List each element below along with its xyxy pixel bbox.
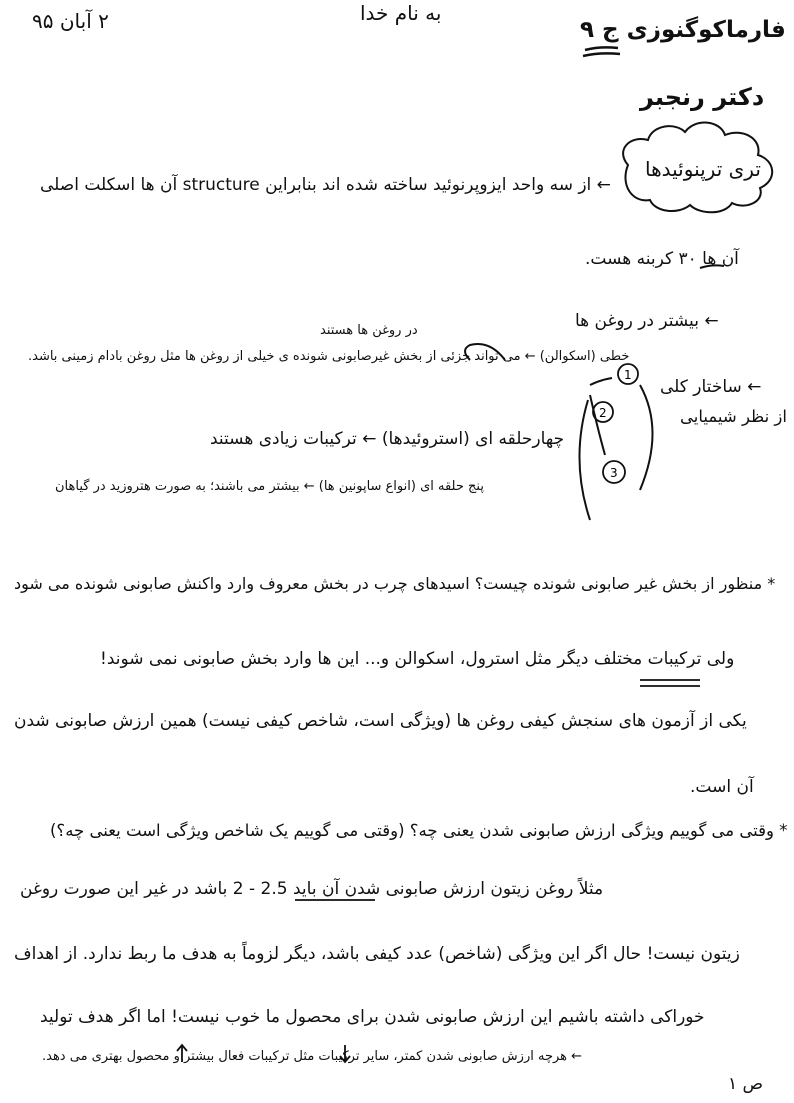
paragraph-1: * منظور از بخش غیر صابونی شونده چیست؟ اسیدهای چرب در بخش معروف وارد واکنش صابونی شونده می شود	[14, 574, 776, 593]
lecturer-name: دکتر رنجبر	[640, 83, 765, 111]
page-number: ص ۱	[728, 1074, 764, 1094]
line-1: ← از سه واحد ایزوپرنوئید ساخته شده اند بنابراین structure آن ها اسکلت اصلی	[40, 175, 611, 195]
paragraph-1b: ولی ترکیبات مختلف دیگر مثل استرول، اسکوالن و... این ها وارد بخش صابونی نمی شوند!	[100, 649, 735, 669]
branch-arrow-1	[590, 378, 612, 385]
branch-1: خطی (اسکوالن) ← می تواند جزئی از بخش غیرصابونی شونده ی خیلی از روغن ها مثل روغن بادام زمینی باشد.	[28, 349, 630, 364]
paragraph-3: * وقتی می گوییم ویژگی ارزش صابونی شدن یعنی چه؟ (وقتی می گوییم یک شاخص ویژگی است یعنی چه؟)	[50, 821, 788, 840]
branch-3: پنج حلقه ای (انواع ساپونین ها) ← بیشتر می باشند؛ به صورت هتروزید در گیاهان	[55, 479, 484, 494]
big-curve	[640, 385, 653, 490]
line-3: ← بیشتر در روغن ها	[575, 311, 719, 331]
svg-text:2: 2	[599, 406, 607, 420]
branch-arrow-3	[579, 400, 590, 520]
branch-2: چهارحلقه ای (استروئیدها) ← ترکیبات زیادی هستند	[210, 429, 565, 449]
line-4-note: در روغن ها هستند	[320, 323, 418, 338]
paragraph-2: یکی از آزمون های سنجش کیفی روغن ها (ویژگی است، شاخص کیفی نیست) همین ارزش صابونی شدن	[14, 711, 747, 731]
branch-arrow-2	[590, 395, 605, 455]
paragraph-5: خوراکی داشته باشیم این ارزش صابونی شدن برای محصول ما خوب نیست! اما اگر هدف تولید	[40, 1007, 705, 1027]
course-underline-2	[583, 53, 620, 56]
svg-text:1: 1	[624, 368, 632, 382]
svg-text:3: 3	[610, 466, 618, 480]
cloud-title: تری ترپنوئیدها	[645, 157, 761, 181]
bismillah: به نام خدا	[360, 1, 442, 25]
course-title: فارماکوگنوزی ج ۹	[580, 17, 786, 43]
paragraph-4: مثلاً روغن زیتون ارزش صابونی شدن آن باید 2.5 - 2 باشد در غیر این صورت روغن	[20, 879, 604, 899]
line-5b: از نظر شیمیایی	[680, 407, 787, 426]
line-2: آن ها ۳۰ کربنه هست.	[585, 249, 739, 269]
course-underline	[585, 47, 618, 50]
paragraph-4b: زیتون نیست! حال اگر این ویژگی (شاخص) عدد کیفی باشد، دیگر لزوماً به هدف ما ربط ندارد. از اهداف	[14, 944, 740, 964]
circled-number-1	[618, 364, 638, 384]
date: ۲ آبان ۹۵	[32, 9, 109, 33]
circled-number-2	[593, 402, 613, 422]
paragraph-2b: آن است.	[690, 777, 754, 797]
circled-number-3	[603, 461, 625, 483]
line-5a: ← ساختار کلی	[660, 377, 762, 397]
paragraph-5b: ← هرچه ارزش صابونی شدن کمتر، سایر ترکیبات مثل ترکیبات فعال بیشتر و محصول بهتری می دهد.	[42, 1049, 583, 1064]
